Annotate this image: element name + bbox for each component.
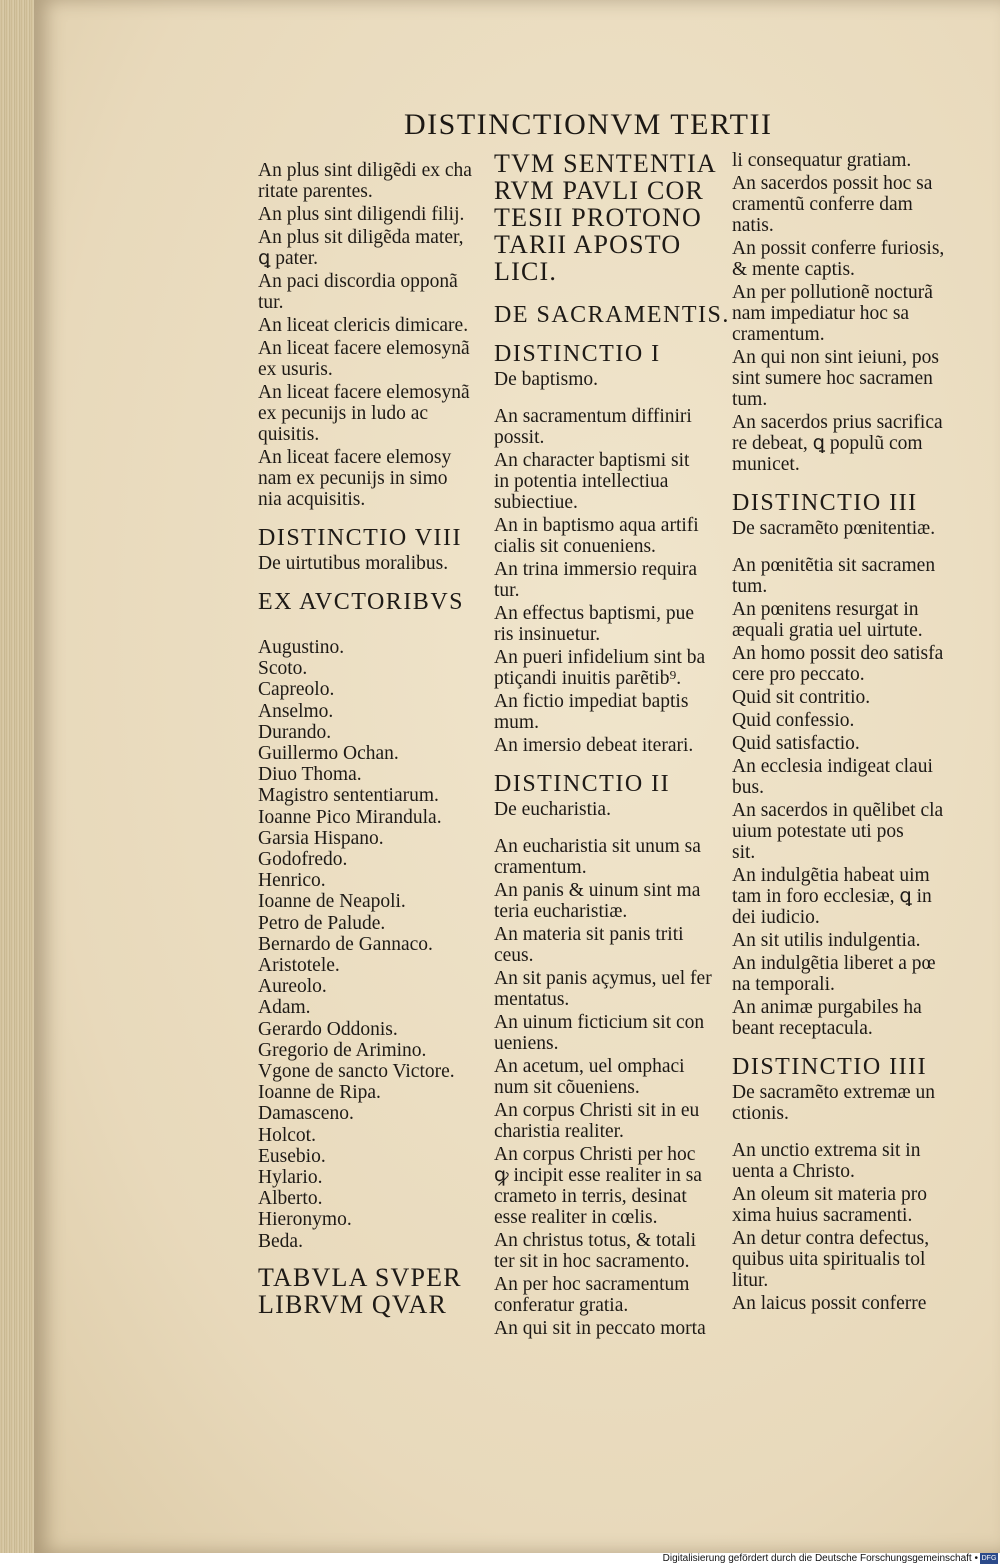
distinctio-i-heading: DISTINCTIO I — [494, 341, 661, 367]
entry-line: An pueri infidelium sint ba — [494, 647, 706, 668]
entry-line: An imersio debeat iterari. — [494, 735, 694, 756]
entry-line: nia acquisitis. — [258, 489, 366, 510]
title-line: LICI. — [494, 257, 558, 286]
entry-line: An detur contra defectus, — [732, 1228, 930, 1249]
entry-line: An eucharistia sit unum sa — [494, 836, 701, 857]
question-entry — [732, 710, 952, 731]
question-entry — [732, 1228, 952, 1291]
entry-line: charistia realiter. — [494, 1121, 624, 1142]
entry-line: Quid sit contritio. — [732, 687, 871, 708]
question-entry — [494, 515, 712, 557]
author-name: Guillermo Ochan. — [258, 743, 399, 765]
entry-line: municet. — [732, 454, 800, 475]
author-name: Adam. — [258, 997, 311, 1019]
entry-line: cramentum. — [494, 857, 587, 878]
author-name: Gerardo Oddonis. — [258, 1018, 398, 1040]
entry-line: An sacerdos possit hoc sa — [732, 173, 933, 194]
entry-line: An liceat facere elemosynã — [258, 382, 470, 403]
entry-line: tur. — [494, 580, 520, 601]
entry-line: An liceat facere elemosynã — [258, 338, 470, 359]
dfg-logo-badge: DFG — [981, 1555, 997, 1562]
question-entry — [258, 204, 483, 225]
author-name: Aureolo. — [258, 976, 327, 998]
entry-line: An plus sint diligendi filij. — [258, 204, 465, 225]
entry-line: nam ex pecunijs in simo — [258, 468, 448, 489]
entry-line: ritate parentes. — [258, 181, 373, 202]
entry-line: ueniens. — [494, 1033, 559, 1054]
entry-line: beant receptacula. — [732, 1018, 873, 1039]
question-entry — [732, 238, 952, 280]
entry-line: esse realiter in cœlis. — [494, 1207, 658, 1228]
entry-line: sint sumere hoc sacramen — [732, 368, 933, 389]
entry-line: An ecclesia indigeat claui — [732, 756, 933, 777]
question-entry — [732, 643, 952, 685]
entry-line: quibus uita spiritualis tol — [732, 1249, 926, 1270]
entry-line: An paci discordia opponã — [258, 271, 458, 292]
author-name: Beda. — [258, 1230, 303, 1252]
question-entry — [494, 968, 712, 1010]
entry-line: nam impediatur hoc sa — [732, 303, 910, 324]
author-name: Garsia Hispano. — [258, 827, 384, 849]
question-entry — [732, 953, 952, 995]
entry-line: xima huius sacramenti. — [732, 1205, 913, 1226]
question-entry — [258, 271, 483, 313]
question-entry — [258, 315, 483, 336]
author-name: Diuo Thoma. — [258, 764, 362, 786]
entry-line: ptiçandi inuitis parẽtib⁹. — [494, 668, 682, 689]
entry-line: re debeat, ꝗ populũ com — [732, 433, 923, 454]
entry-line: An panis & uinum sint ma — [494, 880, 701, 901]
entry-line: na temporali. — [732, 974, 835, 995]
author-name: Eusebio. — [258, 1145, 326, 1167]
entry-line: An acetum, uel omphaci — [494, 1056, 685, 1077]
entry-line: teria eucharistiæ. — [494, 901, 628, 922]
question-entry — [494, 924, 712, 966]
entry-line: ex pecunijs in ludo ac — [258, 403, 429, 424]
question-entry — [258, 338, 483, 380]
entry-line: & mente captis. — [732, 259, 855, 280]
question-entry — [494, 880, 712, 922]
entry-line: An uinum ficticium sit con — [494, 1012, 705, 1033]
entry-line: tum. — [732, 576, 768, 597]
entry-line: An liceat clericis dimicare. — [258, 315, 469, 336]
title-line: TESII PROTONO — [494, 203, 702, 232]
question-entry — [732, 599, 952, 641]
entry-line: uium potestate uti pos — [732, 821, 904, 842]
entry-line: An oleum sit materia pro — [732, 1184, 927, 1205]
entry-line: num sit cõueniens. — [494, 1077, 640, 1098]
distinctio-i-subhead: De baptismo. — [494, 369, 598, 390]
question-entry — [732, 150, 952, 171]
entry-line: ꝗ pater. — [258, 248, 319, 269]
question-entry — [494, 1318, 712, 1339]
entry-line: An christus totus, & totali — [494, 1230, 697, 1251]
entry-line: sit. — [732, 842, 756, 863]
question-entry — [494, 836, 712, 878]
entry-line: cramentũ conferre dam — [732, 194, 913, 215]
distinctio-iii-subhead: De sacramẽto pœnitentiæ. — [732, 518, 936, 539]
entry-line: An homo possit deo satisfa — [732, 643, 944, 664]
entry-line: ceus. — [494, 945, 534, 966]
entry-line: crameto in terris, desinat — [494, 1186, 687, 1207]
distinctio-ii-subhead: De eucharistia. — [494, 799, 611, 820]
author-name: Godofredo. — [258, 849, 348, 871]
entry-line: An pœnitens resurgat in — [732, 599, 919, 620]
distinctio-iiii-subhead-line-1: De sacramẽto extremæ un — [732, 1082, 936, 1103]
question-entry — [494, 1056, 712, 1098]
author-name: Ioanne de Ripa. — [258, 1082, 381, 1104]
author-name: Ioanne de Neapoli. — [258, 891, 406, 913]
entry-line: An qui sit in peccato morta — [494, 1318, 706, 1339]
title-line: TVM SENTENTIA — [494, 149, 717, 178]
entry-line: tur. — [258, 292, 284, 313]
de-sacramentis-heading: DE SACRAMENTIS. — [494, 302, 730, 328]
entry-line: An sacerdos prius sacrifica — [732, 412, 943, 433]
entry-line: An laicus possit conferre — [732, 1293, 927, 1314]
author-name: Augustino. — [258, 637, 345, 658]
entry-line: An sacerdos in quẽlibet cla — [732, 800, 944, 821]
entry-line: quisitis. — [258, 424, 320, 445]
entry-line: An indulgẽtia habeat uim — [732, 865, 930, 886]
entry-line: mum. — [494, 712, 539, 733]
entry-line: cramentum. — [732, 324, 825, 345]
entry-line: tam in foro ecclesiæ, ꝗ in — [732, 886, 932, 907]
question-entry — [258, 382, 483, 445]
entry-line: dei iudicio. — [732, 907, 820, 928]
entry-line: An fictio impediat baptis — [494, 691, 689, 712]
entry-line: li consequatur gratiam. — [732, 150, 912, 171]
entry-line: in potentia intellectiua — [494, 471, 669, 492]
question-entry — [494, 1144, 712, 1228]
question-entry — [732, 865, 952, 928]
distinctio-ii-heading: DISTINCTIO II — [494, 771, 671, 797]
entry-line: An corpus Christi sit in eu — [494, 1100, 700, 1121]
question-list-d4 — [732, 1140, 952, 1314]
entry-line: uenta a Christo. — [732, 1161, 855, 1182]
entry-line: An in baptismo aqua artifi — [494, 515, 699, 536]
question-list-d2 — [494, 836, 712, 1339]
entry-line: An corpus Christi per hoc — [494, 1144, 696, 1165]
tabula-heading-line-1: TABVLA SVPER — [258, 1262, 462, 1292]
question-list-d1 — [494, 406, 712, 756]
entry-line: An trina immersio requira — [494, 559, 698, 580]
question-entry — [494, 691, 712, 733]
question-entry — [732, 997, 952, 1039]
author-name: Durando. — [258, 721, 332, 743]
distinctio-viii-heading: DISTINCTIO VIII — [258, 525, 463, 551]
question-entry — [732, 555, 952, 597]
question-entry — [258, 227, 483, 269]
entry-line: ris insinuetur. — [494, 624, 601, 645]
question-entry — [732, 1184, 952, 1226]
question-entry — [732, 173, 952, 236]
question-entry — [732, 1293, 952, 1314]
question-entry — [732, 347, 952, 410]
question-entry — [732, 412, 952, 475]
entry-line: An liceat facere elemosy — [258, 447, 452, 468]
author-name: Bernardo de Gannaco. — [258, 933, 433, 955]
text-column-2 — [494, 149, 730, 1341]
entry-line: Quid confessio. — [732, 710, 855, 731]
question-entry — [258, 160, 483, 202]
question-list-d3 — [732, 555, 952, 1039]
entry-line: possit. — [494, 427, 545, 448]
author-name: Alberto. — [258, 1188, 323, 1210]
question-entry — [732, 687, 952, 708]
question-entry — [494, 1012, 712, 1054]
tabula-heading-line-2: LIBRVM QVAR — [258, 1289, 448, 1319]
entry-line: cialis sit conueniens. — [494, 536, 656, 557]
entry-line: tum. — [732, 389, 768, 410]
question-entry — [494, 1274, 712, 1316]
authors-heading: EX AVCTORIBVS — [258, 589, 464, 615]
author-name: Damasceno. — [258, 1103, 354, 1125]
entry-line: An per pollutionẽ nocturã — [732, 282, 933, 303]
entry-line: An plus sit diligẽda mater, — [258, 227, 464, 248]
question-entry — [732, 930, 952, 951]
author-name: Aristotele. — [258, 955, 340, 977]
text-column-3 — [732, 150, 952, 1316]
entry-line: ꝙ incipit esse realiter in sa — [494, 1165, 702, 1186]
entry-line: mentatus. — [494, 989, 570, 1010]
question-list-top — [732, 150, 952, 475]
entry-line: An sit panis açymus, uel fer — [494, 968, 712, 989]
title-line: TARII APOSTO — [494, 230, 682, 259]
entry-line: conferatur gratia. — [494, 1295, 629, 1316]
entry-line: An materia sit panis triti — [494, 924, 684, 945]
entry-line: An sit utilis indulgentia. — [732, 930, 921, 951]
author-name: Henrico. — [258, 870, 326, 892]
author-name: Capreolo. — [258, 679, 335, 701]
author-name: Petro de Palude. — [258, 912, 386, 934]
entry-line: litur. — [732, 1270, 769, 1291]
entry-line: An indulgẽtia liberet a pœ — [732, 953, 936, 974]
question-entry — [494, 406, 712, 448]
entry-line: An qui non sint ieiuni, pos — [732, 347, 939, 368]
entry-line: ex usuris. — [258, 359, 333, 380]
entry-line: An per hoc sacramentum — [494, 1274, 690, 1295]
entry-line: An plus sint diligẽdi ex cha — [258, 160, 472, 181]
entry-line: An effectus baptismi, pue — [494, 603, 695, 624]
authors-list — [258, 637, 483, 1252]
question-entry — [258, 447, 483, 510]
distinctio-iiii-heading: DISTINCTIO IIII — [732, 1054, 928, 1080]
distinctio-iii-heading: DISTINCTIO III — [732, 490, 918, 516]
entry-line: natis. — [732, 215, 774, 236]
text-column-1 — [258, 160, 483, 1318]
question-entry — [494, 603, 712, 645]
author-name: Gregorio de Arimino. — [258, 1039, 427, 1061]
entry-line: An sacramentum diffiniri — [494, 406, 692, 427]
author-name: Ioanne Pico Mirandula. — [258, 806, 442, 828]
question-entry — [494, 1230, 712, 1272]
question-entry — [732, 1140, 952, 1182]
entry-line: æquali gratia uel uirtute. — [732, 620, 923, 641]
question-entry — [732, 282, 952, 345]
entry-line: An possit conferre furiosis, — [732, 238, 945, 259]
author-name: Magistro sententiarum. — [258, 785, 439, 807]
author-name: Anselmo. — [258, 700, 334, 722]
question-entry — [494, 450, 712, 513]
question-entry — [732, 733, 952, 754]
entry-line: ter sit in hoc sacramento. — [494, 1251, 690, 1272]
digitization-credit: Digitalisierung gefördert durch die Deutsche Forschungsgemeinschaft • — [662, 1553, 978, 1564]
entry-line: An pœnitẽtia sit sacramen — [732, 555, 936, 576]
author-name: Hylario. — [258, 1167, 323, 1189]
entry-line: An unctio extrema sit in — [732, 1140, 921, 1161]
entry-line: subiectiue. — [494, 492, 578, 513]
distinctio-iiii-subhead-line-2: ctionis. — [732, 1103, 789, 1124]
entry-line: An animæ purgabiles ha — [732, 997, 922, 1018]
author-name: Scoto. — [258, 658, 308, 680]
entry-line: Quid satisfactio. — [732, 733, 860, 754]
distinctio-viii-subhead: De uirtutibus moralibus. — [258, 553, 449, 574]
author-name: Holcot. — [258, 1124, 316, 1146]
question-entry — [494, 1100, 712, 1142]
title-line: RVM PAVLI COR — [494, 176, 705, 205]
question-entry — [494, 735, 712, 756]
question-entry — [494, 647, 712, 689]
author-name: Vgone de sancto Victore. — [258, 1061, 455, 1083]
question-entry — [494, 559, 712, 601]
author-name: Hieronymo. — [258, 1209, 352, 1231]
entry-line: An character baptismi sit — [494, 450, 690, 471]
question-entry — [732, 756, 952, 798]
question-entry — [732, 800, 952, 863]
running-title: DISTINCTIONVM TERTII — [404, 108, 773, 141]
question-list-1 — [258, 160, 483, 510]
entry-line: bus. — [732, 777, 764, 798]
entry-line: cere pro peccato. — [732, 664, 865, 685]
